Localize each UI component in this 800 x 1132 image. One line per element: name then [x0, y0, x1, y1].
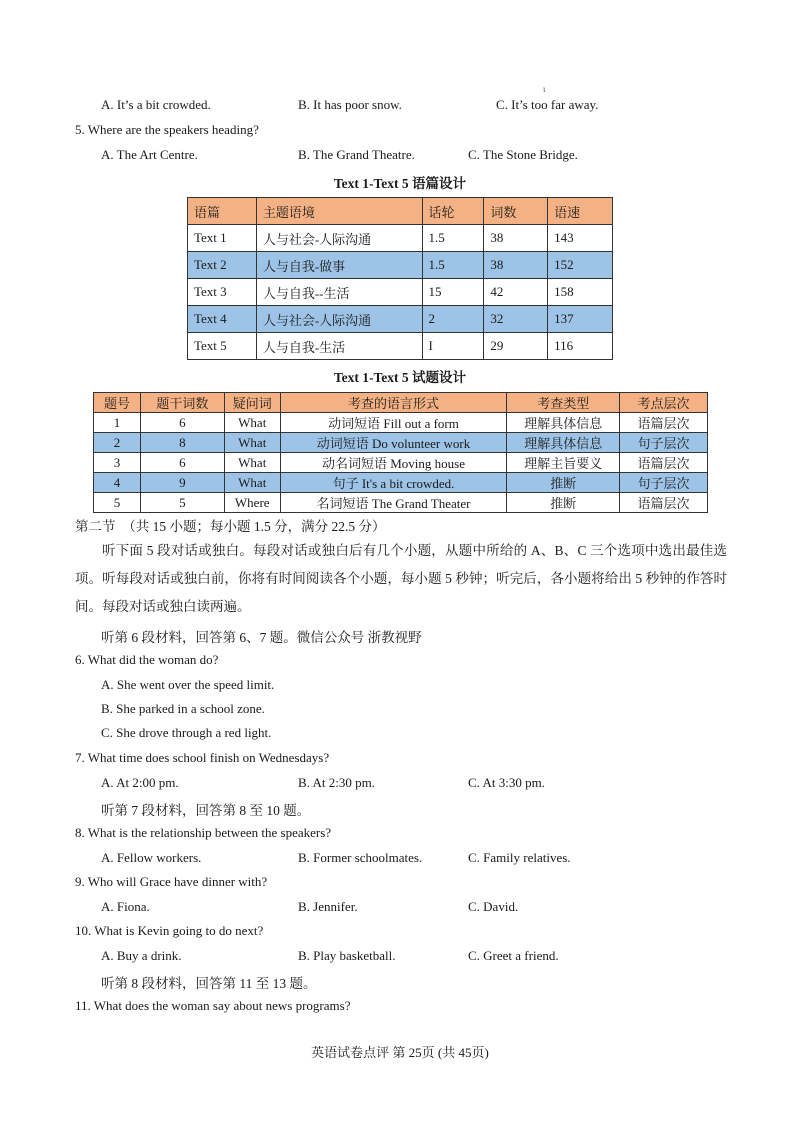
table-cell: 6 — [140, 413, 224, 433]
table-row — [188, 252, 613, 279]
q6-stem: 6. What did the woman do? — [75, 652, 219, 667]
table-row — [94, 493, 708, 513]
table-cell: 人与自我-生活 — [256, 333, 422, 360]
table-cell: 语篇层次 — [620, 413, 708, 433]
table-cell: 人与社会-人际沟通 — [256, 225, 422, 252]
q5-option-c: C. The Stone Bridge. — [468, 147, 578, 162]
q7-option-c: C. At 3:30 pm. — [468, 775, 545, 790]
table-row — [188, 225, 613, 252]
table-row — [94, 453, 708, 473]
table-cell: What — [224, 413, 280, 433]
table-row — [188, 333, 613, 360]
table-cell: 32 — [484, 306, 548, 333]
q5-stem: 5. Where are the speakers heading? — [75, 122, 259, 137]
table1-header-row — [188, 198, 613, 225]
table-cell: Text 2 — [188, 252, 257, 279]
table1-header-cell: 语篇 — [188, 198, 257, 225]
table-cell: Where — [224, 493, 280, 513]
table-cell: 8 — [140, 433, 224, 453]
q10-option-a: A. Buy a drink. — [101, 948, 182, 963]
table-row — [94, 433, 708, 453]
table-cell: 名词短语 The Grand Theater — [280, 493, 507, 513]
table-cell: 人与自我-做事 — [256, 252, 422, 279]
q6-option-c: C. She drove through a red light. — [101, 725, 272, 740]
section2-title: 第二节 （共 15 小题；每小题 1.5 分，满分 22.5 分） — [75, 519, 386, 534]
q8-option-c: C. Family relatives. — [468, 850, 571, 865]
q6-option-a: A. She went over the speed limit. — [101, 677, 275, 692]
table-cell: 推断 — [507, 493, 620, 513]
table-cell: 推断 — [507, 473, 620, 493]
discourse-design-table — [187, 197, 613, 360]
table-cell: 6 — [140, 453, 224, 473]
table-cell: 理解具体信息 — [507, 413, 620, 433]
question-design-table — [93, 392, 708, 513]
table-row — [94, 473, 708, 493]
table1-header-cell: 话轮 — [422, 198, 484, 225]
table2-header-cell: 考查类型 — [507, 393, 620, 413]
table-cell: 29 — [484, 333, 548, 360]
table-cell: 理解主旨要义 — [507, 453, 620, 473]
q9-option-c: C. David. — [468, 899, 519, 914]
table-cell: 15 — [422, 279, 484, 306]
q9-option-a: A. Fiona. — [101, 899, 150, 914]
q8-option-a: A. Fellow workers. — [101, 850, 202, 865]
table-cell: What — [224, 473, 280, 493]
q5-option-b: B. The Grand Theatre. — [298, 147, 415, 162]
table-cell: 句子 It's a bit crowded. — [280, 473, 507, 493]
table1-caption: Text 1-Text 5 语篇设计 — [333, 176, 467, 191]
q6-option-b: B. She parked in a school zone. — [101, 701, 265, 716]
q9-option-b: B. Jennifer. — [298, 899, 358, 914]
q10-stem: 10. What is Kevin going to do next? — [75, 923, 264, 938]
q10-option-b: B. Play basketball. — [298, 948, 396, 963]
table2-header-cell: 考点层次 — [620, 393, 708, 413]
table2-caption: Text 1-Text 5 试题设计 — [333, 370, 467, 385]
table-cell: 1 — [94, 413, 141, 433]
table1-header-cell: 词数 — [484, 198, 548, 225]
table-cell: 5 — [94, 493, 141, 513]
table-cell: 2 — [422, 306, 484, 333]
table-cell: 152 — [548, 252, 613, 279]
q5-option-a: A. The Art Centre. — [101, 147, 198, 162]
table-cell: What — [224, 453, 280, 473]
table-cell: Text 4 — [188, 306, 257, 333]
table-cell: 3 — [94, 453, 141, 473]
table-cell: 2 — [94, 433, 141, 453]
table-cell: 158 — [548, 279, 613, 306]
table-row — [94, 413, 708, 433]
q8-stem: 8. What is the relationship between the speakers? — [75, 825, 332, 840]
table-cell: 理解具体信息 — [507, 433, 620, 453]
table-row — [188, 279, 613, 306]
table2-header-cell: 疑问词 — [224, 393, 280, 413]
table-cell: Text 5 — [188, 333, 257, 360]
table-cell: What — [224, 433, 280, 453]
q4-option-b: B. It has poor snow. — [298, 97, 402, 112]
table-cell: 137 — [548, 306, 613, 333]
q4-option-a: A. It’s a bit crowded. — [101, 97, 211, 112]
table-cell: 38 — [484, 252, 548, 279]
table-cell: 4 — [94, 473, 141, 493]
table-cell: 1.5 — [422, 225, 484, 252]
table-cell: Text 3 — [188, 279, 257, 306]
q10-option-c: C. Greet a friend. — [468, 948, 559, 963]
q8-option-b: B. Former schoolmates. — [298, 850, 423, 865]
q4-option-c: C. It’s too far away. — [496, 97, 599, 112]
table-cell: 1.5 — [422, 252, 484, 279]
table-cell: 人与自我--生活 — [256, 279, 422, 306]
table-cell: 42 — [484, 279, 548, 306]
table2-header-cell: 考查的语言形式 — [280, 393, 507, 413]
q7-stem: 7. What time does school finish on Wednesdays? — [75, 750, 330, 765]
table-cell: 语篇层次 — [620, 493, 708, 513]
q7-option-a: A. At 2:00 pm. — [101, 775, 179, 790]
table-cell: 句子层次 — [620, 433, 708, 453]
table-cell: 语篇层次 — [620, 453, 708, 473]
table-cell: 9 — [140, 473, 224, 493]
table-cell: 116 — [548, 333, 613, 360]
table-cell: Text 1 — [188, 225, 257, 252]
table-cell: 人与社会-人际沟通 — [256, 306, 422, 333]
table-cell: 38 — [484, 225, 548, 252]
table-cell: 动词短语 Fill out a form — [280, 413, 507, 433]
page-footer: 英语试卷点评 第 25页 (共 45页) — [311, 1045, 489, 1060]
table-cell: 句子层次 — [620, 473, 708, 493]
table2-header-cell: 题干词数 — [140, 393, 224, 413]
section2-instructions: 听下面 5 段对话或独白。每段对话或独白后有几个小题，从题中所给的 A、B、C 三个选项中选出最佳选项。听每段对话或独白前，你将有时间阅读各个小题，每小题 5 秒钟；听完后，各小题将给出 5 秒钟的作答时间。每段对话或独白读两遍。 — [75, 543, 727, 614]
table-row — [188, 306, 613, 333]
table2-header-row — [94, 393, 708, 413]
q7-option-b: B. At 2:30 pm. — [298, 775, 375, 790]
q11-stem: 11. What does the woman say about news programs? — [75, 998, 351, 1013]
material8-note: 听第 8 段材料，回答第 11 至 13 题。 — [101, 976, 317, 991]
stray-mark: ι — [543, 84, 546, 94]
material7-note: 听第 7 段材料，回答第 8 至 10 题。 — [101, 803, 311, 818]
q9-stem: 9. Who will Grace have dinner with? — [75, 874, 268, 889]
material6-note: 听第 6 段材料，回答第 6、7 题。微信公众号 浙教视野 — [101, 630, 422, 645]
table1-header-cell: 主题语境 — [256, 198, 422, 225]
table-cell: 动名词短语 Moving house — [280, 453, 507, 473]
table-cell: 动词短语 Do volunteer work — [280, 433, 507, 453]
table-cell: I — [422, 333, 484, 360]
table-cell: 5 — [140, 493, 224, 513]
table2-header-cell: 题号 — [94, 393, 141, 413]
table-cell: 143 — [548, 225, 613, 252]
table1-header-cell: 语速 — [548, 198, 613, 225]
